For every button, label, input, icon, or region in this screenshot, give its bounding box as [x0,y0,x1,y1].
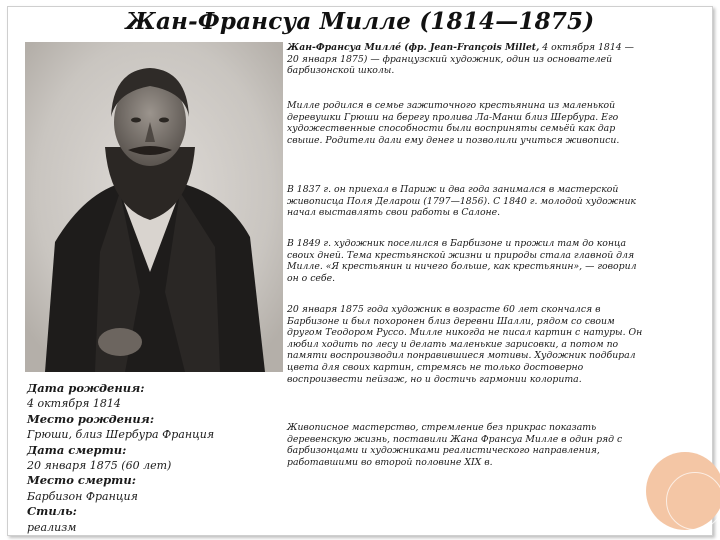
death-place-label: Место смерти: [27,473,136,488]
paragraph-birth: Милле родился в семье зажиточного крестьянина из маленькой деревушки Грюши на берегу пролива Ла-Манш близ Шербура. Его художественные способности были восприняты семьёй как дар свыше. Родители дали ему денег и позволили учиться живописи. [287,100,620,146]
birth-place-value: Грюши, близ Шербура Франция [27,428,215,442]
paragraph-death: 20 января 1875 года художник в возрасте 60 лет скончался в Барбизоне и был похоронен близ деревни Шалли, рядом со своим другом Теодором Руссо. Милле никогда не писал картин с натуры. Он любил ходить по лесу и делать маленькие зарисовки, а потом по памяти воспроизводил понравившиеся мотивы. Художник подбирал цвета для своих картин, стремясь не только достоверно воспроизвести пейзаж, но и достичь гармонии колорита. [287,304,643,385]
intro-name: Жан-Франсуа Милле́ (фр. Jean-François Millet, [287,42,540,53]
paragraph-legacy: Живописное мастерство, стремление без прикрас показать деревенскую жизнь, поставили Жана Франсуа Милле в один ряд с барбизонцами и художниками реалистического направления, работавшими во второй половине XIX в. [287,422,623,468]
paragraph-intro [287,42,647,77]
style-label: Стиль: [27,504,77,519]
death-date-label: Дата смерти: [27,442,127,457]
paragraph-barbizon: В 1849 г. художник поселился в Барбизоне и прожил там до конца своих дней. Тема крестьянской жизни и природы стала главной для Милле. «Я крестьянин и ничего больше, как крестьянин», — говорил он о себе. [287,238,637,284]
biography-info [27,381,277,535]
decorative-ring [666,472,720,530]
portrait-photo [25,42,283,372]
birth-place-label: Место рождения: [27,411,155,426]
style-value: реализм [27,520,77,534]
slide-title: Жан-Франсуа Милле (1814—1875) [125,8,595,35]
death-date-value: 20 января 1875 (60 лет) [27,459,172,473]
intro-rest: 4 октября 1814 — 20 января 1875) — французский художник, один из основателей барбизонской школы. [287,42,634,77]
death-place-value: Барбизон Франция [27,489,138,503]
birth-date-label: Дата рождения: [27,381,145,395]
birth-date-value: 4 октября 1814 [27,397,121,411]
paragraph-paris: В 1837 г. он приехал в Париж и два года занимался в мастерской живописца Поля Деларош (1797—1856). С 1840 г. молодой художник начал выставлять свои работы в Салоне. [287,184,636,219]
